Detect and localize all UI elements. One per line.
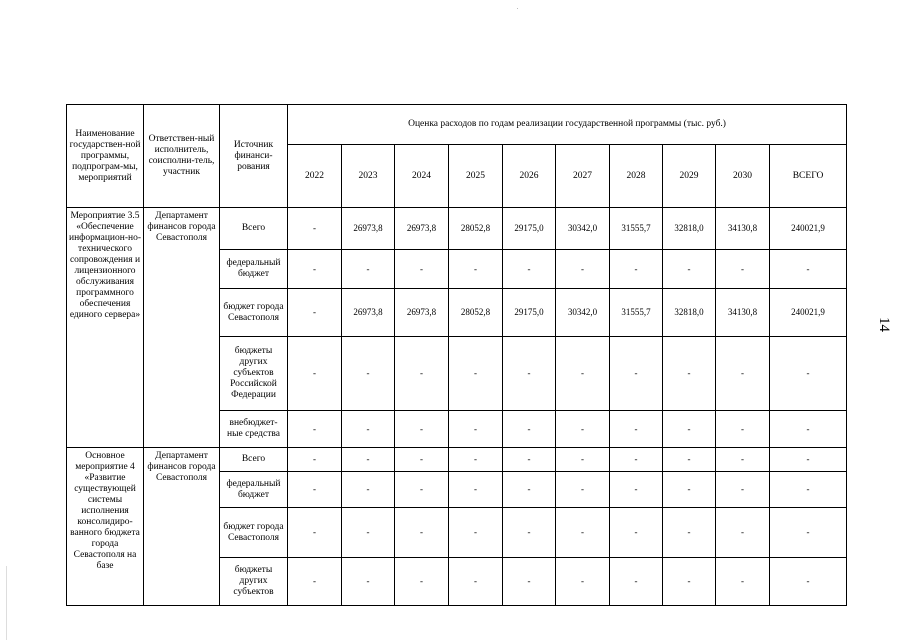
value-cell: -	[395, 411, 449, 448]
value-cell: -	[716, 508, 770, 558]
value-cell: -	[663, 411, 716, 448]
page-number: 14	[876, 317, 892, 332]
value-cell: -	[716, 411, 770, 448]
value-cell: 26973,8	[395, 289, 449, 337]
value-cell: -	[663, 508, 716, 558]
funding-source-cell: бюджет города Севастополя	[220, 289, 288, 337]
value-cell: -	[770, 472, 847, 508]
value-cell: -	[395, 250, 449, 289]
funding-source-cell: бюджеты других субъектов Российской Федерации	[220, 337, 288, 411]
executor-cell: Департамент финансов города Севастополя	[144, 448, 220, 606]
year-header-cell: 2025	[449, 145, 503, 208]
value-cell: 240021,9	[770, 289, 847, 337]
table-body	[67, 208, 847, 606]
value-cell: -	[663, 448, 716, 472]
value-cell: -	[342, 411, 395, 448]
value-cell: -	[288, 558, 342, 606]
budget-table	[66, 104, 847, 606]
funding-source-cell: Всего	[220, 208, 288, 250]
scan-artifact	[6, 566, 7, 640]
year-header-cell: 2026	[503, 145, 556, 208]
value-cell: -	[556, 337, 610, 411]
value-cell: -	[556, 250, 610, 289]
value-cell: -	[395, 472, 449, 508]
value-cell: -	[663, 250, 716, 289]
value-cell: -	[503, 411, 556, 448]
value-cell: -	[342, 508, 395, 558]
value-cell: -	[770, 411, 847, 448]
value-cell: 29175,0	[503, 208, 556, 250]
header-program-name: Наименование государствен-ной программы, подпрограм-мы, мероприятий	[67, 105, 144, 208]
value-cell: -	[610, 250, 663, 289]
value-cell: -	[556, 472, 610, 508]
value-cell: -	[556, 448, 610, 472]
funding-source-cell: Всего	[220, 448, 288, 472]
value-cell: -	[395, 337, 449, 411]
funding-source-cell: федеральный бюджет	[220, 472, 288, 508]
value-cell: -	[610, 411, 663, 448]
value-cell: -	[342, 448, 395, 472]
funding-source-cell: бюджет города Севастополя	[220, 508, 288, 558]
executor-cell: Департамент финансов города Севастополя	[144, 208, 220, 448]
value-cell: 26973,8	[342, 208, 395, 250]
value-cell: -	[395, 508, 449, 558]
value-cell: 240021,9	[770, 208, 847, 250]
value-cell: -	[288, 289, 342, 337]
value-cell: -	[556, 558, 610, 606]
funding-source-cell: бюджеты других субъектов	[220, 558, 288, 606]
value-cell: -	[449, 411, 503, 448]
year-header-cell: 2027	[556, 145, 610, 208]
year-header-cell: 2024	[395, 145, 449, 208]
value-cell: -	[288, 472, 342, 508]
value-cell: -	[449, 508, 503, 558]
value-cell: -	[503, 337, 556, 411]
funding-source-cell: внебюджет-ные средства	[220, 411, 288, 448]
value-cell: -	[342, 472, 395, 508]
value-cell: -	[770, 250, 847, 289]
year-header-cell: ВСЕГО	[770, 145, 847, 208]
value-cell: -	[610, 508, 663, 558]
funding-source-cell: федеральный бюджет	[220, 250, 288, 289]
value-cell: -	[556, 411, 610, 448]
value-cell: -	[663, 472, 716, 508]
header-executor: Ответствен-ный исполнитель, соисполни-тель, участник	[144, 105, 220, 208]
value-cell: -	[342, 250, 395, 289]
value-cell: -	[395, 558, 449, 606]
value-cell: -	[288, 208, 342, 250]
year-header-cell: 2022	[288, 145, 342, 208]
year-header-cell: 2023	[342, 145, 395, 208]
value-cell: -	[342, 558, 395, 606]
value-cell: -	[610, 558, 663, 606]
value-cell: 26973,8	[342, 289, 395, 337]
value-cell: -	[288, 411, 342, 448]
value-cell: -	[610, 448, 663, 472]
value-cell: -	[503, 558, 556, 606]
value-cell: 32818,0	[663, 208, 716, 250]
value-cell: -	[449, 337, 503, 411]
value-cell: -	[556, 508, 610, 558]
scan-artifact	[517, 8, 518, 9]
program-name-cell: Мероприятие 3.5 «Обеспечение информацион-но-технического сопровождения и лицензионного обслуживания программного обеспечения единого сервера»	[67, 208, 144, 448]
value-cell: -	[449, 250, 503, 289]
value-cell: 29175,0	[503, 289, 556, 337]
value-cell: -	[716, 337, 770, 411]
value-cell: -	[503, 472, 556, 508]
value-cell: 34130,8	[716, 289, 770, 337]
value-cell: 30342,0	[556, 289, 610, 337]
value-cell: -	[716, 448, 770, 472]
value-cell: -	[288, 508, 342, 558]
value-cell: 31555,7	[610, 208, 663, 250]
table-row	[67, 448, 847, 472]
value-cell: -	[663, 558, 716, 606]
value-cell: -	[770, 337, 847, 411]
value-cell: -	[770, 448, 847, 472]
value-cell: 34130,8	[716, 208, 770, 250]
value-cell: -	[610, 337, 663, 411]
table-row	[67, 208, 847, 250]
value-cell: 32818,0	[663, 289, 716, 337]
value-cell: 31555,7	[610, 289, 663, 337]
year-header-cell: 2030	[716, 145, 770, 208]
year-header-cell: 2028	[610, 145, 663, 208]
value-cell: -	[770, 558, 847, 606]
program-name-cell: Основное мероприятие 4 «Развитие существующей системы исполнения консолидиро-ванного бюджета города Севастополя на базе	[67, 448, 144, 606]
value-cell: -	[716, 250, 770, 289]
header-estimate-title: Оценка расходов по годам реализации государственной программы (тыс. руб.)	[288, 105, 847, 145]
value-cell: -	[395, 448, 449, 472]
value-cell: -	[288, 448, 342, 472]
value-cell: -	[770, 508, 847, 558]
value-cell: 26973,8	[395, 208, 449, 250]
value-cell: -	[716, 472, 770, 508]
value-cell: -	[449, 558, 503, 606]
value-cell: -	[503, 508, 556, 558]
value-cell: 30342,0	[556, 208, 610, 250]
value-cell: -	[449, 472, 503, 508]
value-cell: -	[716, 558, 770, 606]
value-cell: -	[342, 337, 395, 411]
value-cell: -	[288, 250, 342, 289]
header-funding-source: Источник финанси-рования	[220, 105, 288, 208]
value-cell: 28052,8	[449, 289, 503, 337]
value-cell: -	[610, 472, 663, 508]
value-cell: -	[503, 250, 556, 289]
value-cell: -	[449, 448, 503, 472]
year-header-cell: 2029	[663, 145, 716, 208]
value-cell: 28052,8	[449, 208, 503, 250]
value-cell: -	[503, 448, 556, 472]
value-cell: -	[288, 337, 342, 411]
value-cell: -	[663, 337, 716, 411]
